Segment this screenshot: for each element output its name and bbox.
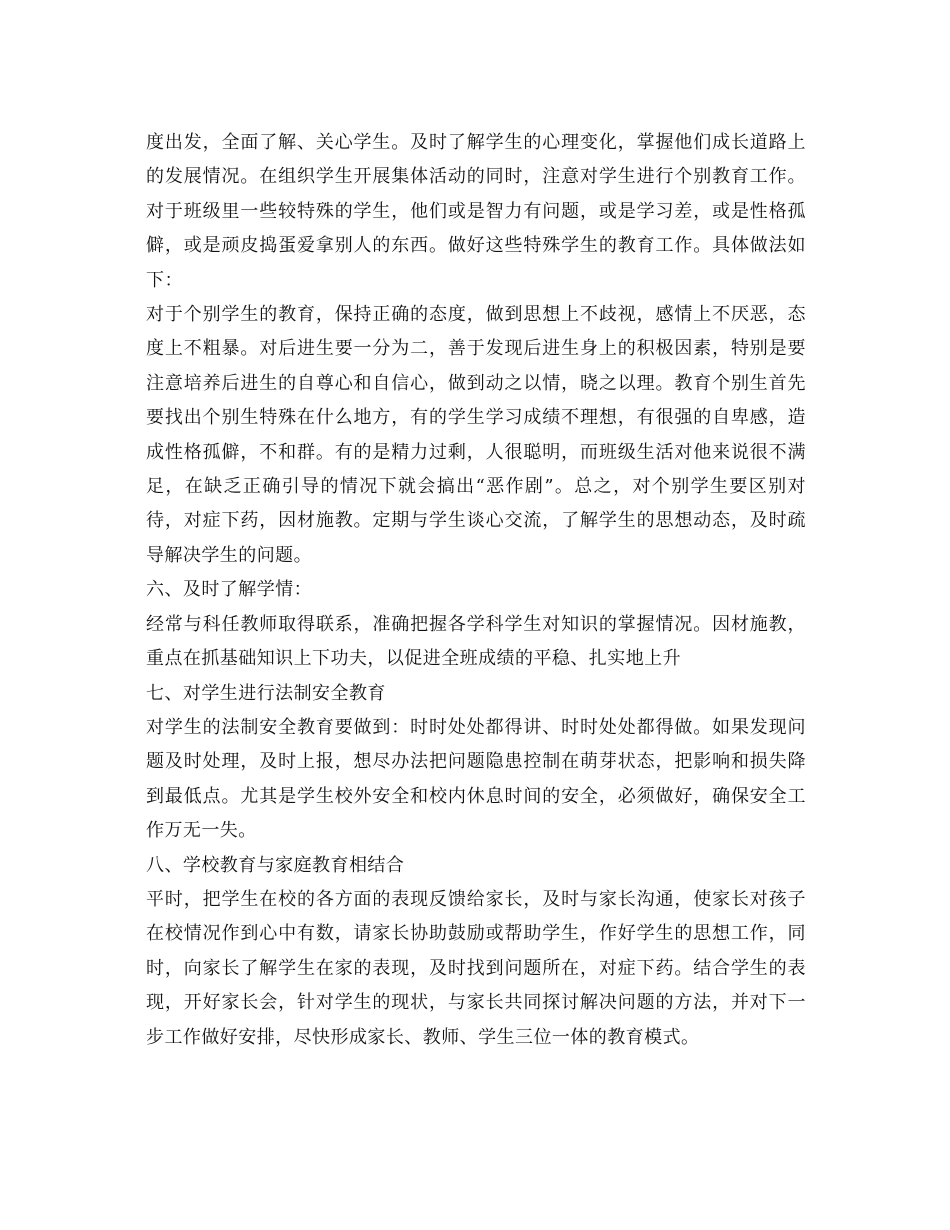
paragraph-individual-education: 对于个别学生的教育，保持正确的态度，做到思想上不歧视，感情上不厌恶，态度上不粗暴。对后进生要一分为二，善于发现后进生身上的积极因素，特别是要注意培养后进生的自尊心和自信心，做到动之以情，晓之以理。教育个别生首先要找出个别生特殊在什么地方，有的学生学习成绩不理想，有很强的自卑感，造成性格孤僻，不和群。有的是精力过剩，人很聪明，而班级生活对他来说很不满足，在缺乏正确引导的情况下就会搞出“恶作剧”。总之，对个别学生要区别对待，对症下药，因材施教。定期与学生谈心交流，了解学生的思想动态，及时疏导解决学生的问题。 [146, 304, 806, 566]
heading-section-7: 七、对学生进行法制安全教育 [146, 682, 386, 704]
heading-section-8: 八、学校教育与家庭教育相结合 [146, 854, 405, 876]
document-body [146, 126, 806, 1055]
paragraph-section-6: 经常与科任教师取得联系，准确把握各学科学生对知识的掌握情况。因材施教，重点在抓基础知识上下功夫，以促进全班成绩的平稳、扎实地上升 [146, 613, 806, 670]
paragraph-section-8: 平时，把学生在校的各方面的表现反馈给家长，及时与家长沟通，使家长对孩子在校情况作到心中有数，请家长协助鼓励或帮助学生，作好学生的思想工作，同时，向家长了解学生在家的表现，及时找到问题所在，对症下药。结合学生的表现，开好家长会，针对学生的现状，与家长共同探讨解决问题的方法，并对下一步工作做好安排，尽快形成家长、教师、学生三位一体的教育模式。 [146, 888, 806, 1048]
heading-section-6: 六、及时了解学情： [146, 579, 313, 601]
paragraph-section-7: 对学生的法制安全教育要做到：时时处处都得讲、时时处处都得做。如果发现问题及时处理，及时上报，想尽办法把问题隐患控制在萌芽状态，把影响和损失降到最低点。尤其是学生校外安全和校内休息时间的安全，必须做好，确保安全工作万无一失。 [146, 716, 806, 842]
paragraph-continuation: 度出发，全面了解、关心学生。及时了解学生的心理变化，掌握他们成长道路上的发展情况。在组织学生开展集体活动的同时，注意对学生进行个别教育工作。对于班级里一些较特殊的学生，他们或是智力有问题，或是学习差，或是性格孤僻，或是顽皮捣蛋爱拿别人的东西。做好这些特殊学生的教育工作。具体做法如下： [146, 132, 806, 291]
